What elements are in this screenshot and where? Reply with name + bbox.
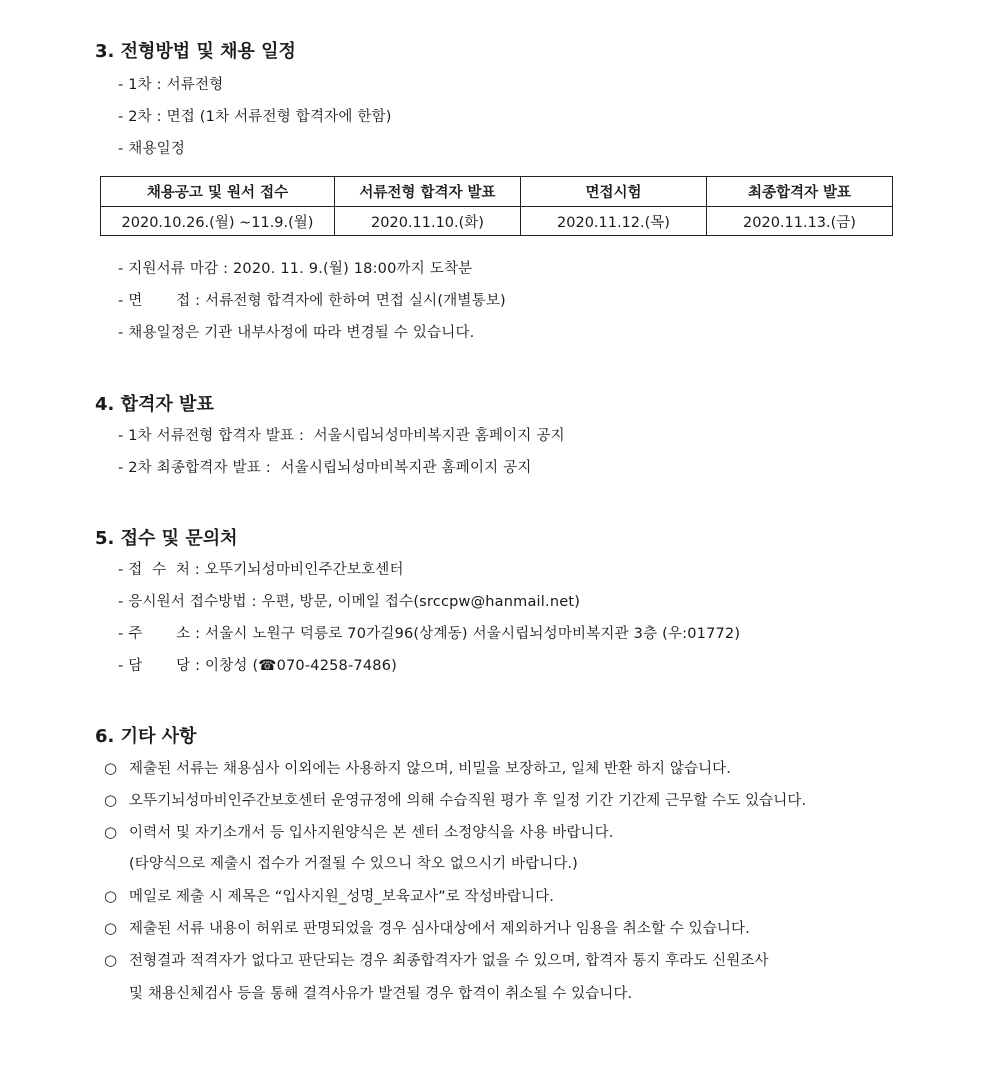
- schedule-date-cell: 2020.10.26.(월) ~11.9.(월): [101, 207, 335, 236]
- sec3-item-3: - 채용일정: [118, 141, 186, 157]
- section-4-title: 4. 합격자 발표: [95, 394, 214, 415]
- sec6-item: [104, 789, 806, 810]
- schedule-header-cell: 채용공고 및 원서 접수: [101, 177, 335, 207]
- sec6-item-text: 제출된 서류 내용이 허위로 판명되었을 경우 심사대상에서 제외하거나 임용을 취소할 수 있습니다.: [129, 921, 750, 937]
- sec3-item-1: - 1차 : 서류전형: [118, 77, 224, 93]
- sec6-item-text: 전형결과 적격자가 없다고 판단되는 경우 최종합격자가 없을 수 있으며, 합격자 통지 후라도 신원조사: [129, 953, 769, 969]
- schedule-header-cell: 서류전형 합격자 발표: [335, 177, 521, 207]
- sec5-item-4: - 담 당 : 이창성 (☎070-4258-7486): [118, 658, 397, 674]
- circle-bullet-icon: ○: [104, 919, 118, 937]
- sec4-item-2: - 2차 최종합격자 발표 : 서울시립뇌성마비복지관 홈페이지 공지: [118, 460, 532, 476]
- sec6-item: [104, 757, 731, 778]
- circle-bullet-icon: ○: [104, 951, 118, 969]
- schedule-date-row: [101, 207, 893, 236]
- sec6-item-text: 메일로 제출 시 제목은 “입사지원_성명_보육교사”로 작성바랍니다.: [129, 889, 554, 905]
- schedule-header-cell: 최종합격자 발표: [707, 177, 893, 207]
- circle-bullet-icon: ○: [104, 823, 118, 841]
- sec5-item-2: - 응시원서 접수방법 : 우편, 방문, 이메일 접수(srccpw@hanmail.net): [118, 594, 581, 610]
- sec3-note-2: - 면 접 : 서류전형 합격자에 한하여 면접 실시(개별통보): [118, 293, 506, 309]
- section-3-title: 3. 전형방법 및 채용 일정: [95, 41, 296, 62]
- sec5-item-1: - 접 수 처 : 오뚜기뇌성마비인주간보호센터: [118, 562, 404, 578]
- sec6-item-text: 제출된 서류는 채용심사 이외에는 사용하지 않으며, 비밀을 보장하고, 일체 반환 하지 않습니다.: [129, 761, 731, 777]
- sec4-item-1: - 1차 서류전형 합격자 발표 : 서울시립뇌성마비복지관 홈페이지 공지: [118, 428, 565, 444]
- section-5-title: 5. 접수 및 문의처: [95, 528, 238, 549]
- sec3-note-1: - 지원서류 마감 : 2020. 11. 9.(월) 18:00까지 도착분: [118, 261, 473, 277]
- circle-bullet-icon: ○: [104, 887, 118, 905]
- sec6-item: [104, 917, 750, 938]
- sec3-note-3: - 채용일정은 기관 내부사정에 따라 변경될 수 있습니다.: [118, 325, 475, 341]
- circle-bullet-icon: ○: [104, 759, 118, 777]
- schedule-header-row: [101, 177, 893, 207]
- schedule-date-cell: 2020.11.10.(화): [335, 207, 521, 236]
- sec3-item-2: - 2차 : 면접 (1차 서류전형 합격자에 한함): [118, 109, 392, 125]
- schedule-header-cell: 면접시험: [521, 177, 707, 207]
- sec6-item: [104, 885, 554, 906]
- section-6-title: 6. 기타 사항: [95, 726, 197, 747]
- sec6-item-text: 이력서 및 자기소개서 등 입사지원양식은 본 센터 소정양식을 사용 바랍니다.: [129, 825, 614, 841]
- sec6-item: [104, 821, 613, 842]
- sec5-item-3: - 주 소 : 서울시 노원구 덕릉로 70가길96(상계동) 서울시립뇌성마비복지관 3층 (우:01772): [118, 626, 741, 642]
- schedule-date-cell: 2020.11.12.(목): [521, 207, 707, 236]
- circle-bullet-icon: ○: [104, 791, 118, 809]
- schedule-date-cell: 2020.11.13.(금): [707, 207, 893, 236]
- sec6-item-continuation: (타양식으로 제출시 접수가 거절될 수 있으니 착오 없으시기 바랍니다.): [129, 856, 578, 872]
- sec6-item-text: 오뚜기뇌성마비인주간보호센터 운영규정에 의해 수습직원 평가 후 일정 기간 기간제 근무할 수도 있습니다.: [129, 793, 807, 809]
- schedule-table: [100, 176, 893, 236]
- sec6-item-continuation: 및 채용신체검사 등을 통해 결격사유가 발견될 경우 합격이 취소될 수 있습니다.: [129, 986, 633, 1002]
- sec6-item: [104, 949, 769, 970]
